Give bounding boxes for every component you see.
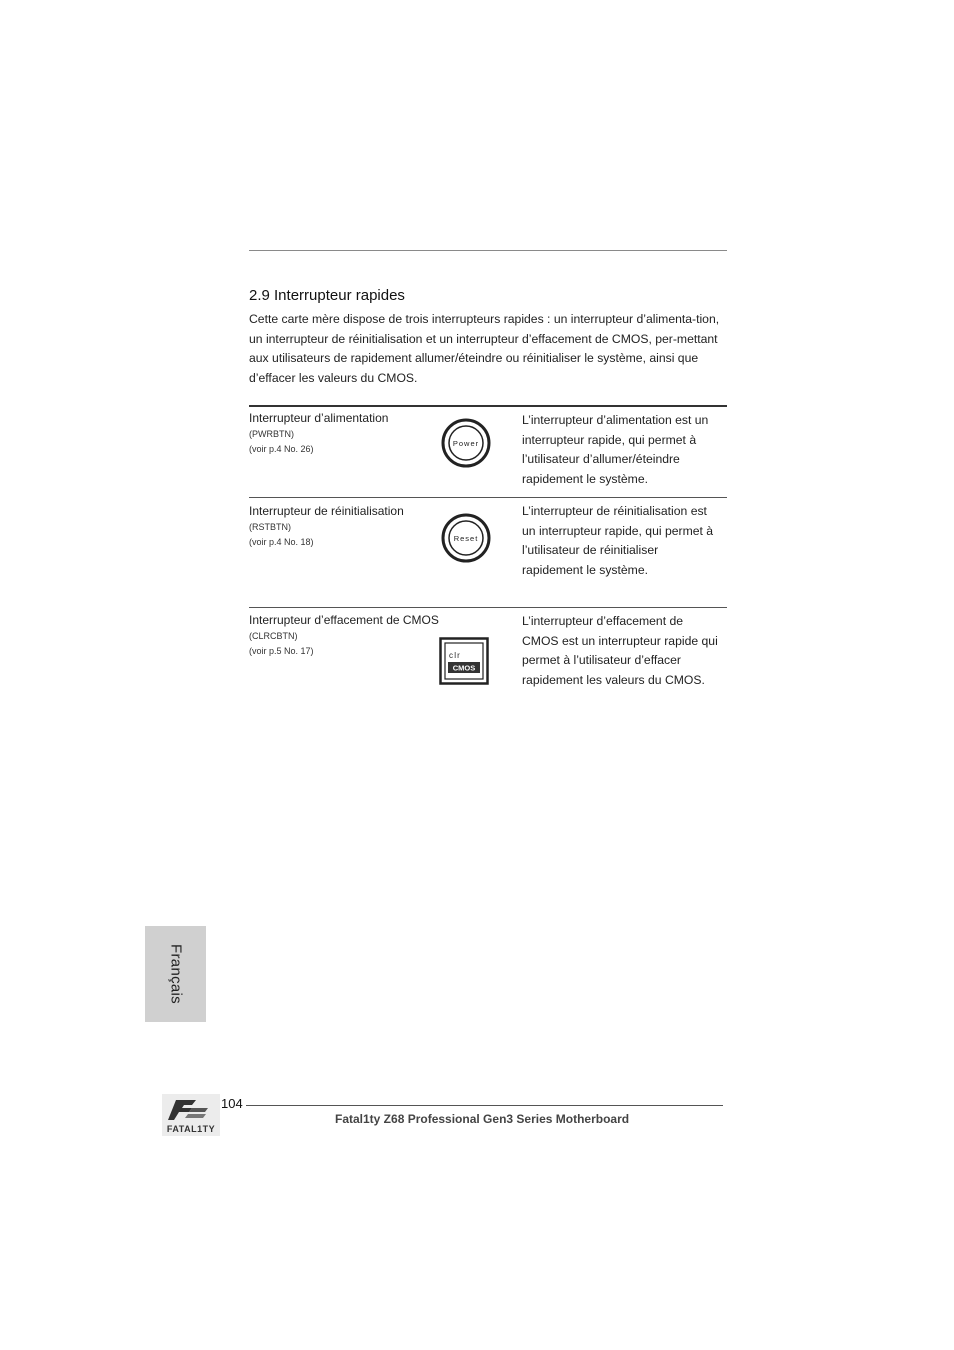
footer-divider: [246, 1105, 723, 1106]
section-title: 2.9 Interrupteur rapides: [249, 287, 405, 304]
switch-code: (RSTBTN): [249, 522, 291, 532]
switch-description: L’interrupteur de réinitialisation est un interrupteur rapide, qui permet à l’utilisateur de réinitialiser rapidement le système.: [522, 504, 714, 577]
section-intro: Cette carte mère dispose de trois interrupteurs rapides : un interrupteur d’alimenta-tion, un interrupteur de réinitialisation et un interrupteur d’effacement de CMOS, per-mettant aux utilisateurs de rapidement allumer/éteindre ou réinitialiser le système, ainsi que d’effacer les valeurs du CMOS.: [249, 312, 720, 385]
switch-ref: (voir p.4 No. 18): [249, 537, 314, 547]
language-side-tab: [145, 926, 206, 1022]
clear-cmos-button-icon: [439, 637, 489, 685]
switch-name: Interrupteur de réinitialisation: [249, 504, 404, 518]
switch-code: (PWRBTN): [249, 429, 294, 439]
switch-row-reset: [249, 498, 727, 608]
switch-code: (CLRCBTN): [249, 631, 298, 641]
switch-table: [249, 405, 727, 698]
cmos-icon-label: CMOS: [452, 663, 476, 673]
clr-icon-label: clr: [449, 651, 462, 660]
reset-icon-label: Reset: [453, 534, 479, 543]
switch-ref: (voir p.5 No. 17): [249, 646, 314, 656]
power-button-icon: [440, 418, 492, 468]
footer-title: Fatal1ty Z68 Professional Gen3 Series Motherboard: [335, 1112, 630, 1126]
power-icon-label: Power: [452, 439, 480, 448]
switch-name: Interrupteur d’alimentation: [249, 411, 389, 425]
switch-description: L’interrupteur d’effacement de CMOS est un interrupteur rapide qui permet à l’utilisateur d’effacer rapidement les valeurs du CMOS.: [522, 614, 718, 687]
top-divider: [249, 250, 727, 251]
switch-name: Interrupteur d’effacement de CMOS: [249, 613, 439, 627]
switch-ref: (voir p.4 No. 26): [249, 444, 314, 454]
switch-row-clrcmos: [249, 608, 727, 698]
language-label: Français: [167, 944, 184, 1004]
switch-row-power: [249, 407, 727, 498]
page-number: 104: [221, 1096, 243, 1111]
switch-description: L’interrupteur d’alimentation est un interrupteur rapide, qui permet à l’utilisateur d’allumer/éteindre rapidement le système.: [522, 413, 709, 486]
fatal1ty-logo: [162, 1094, 220, 1136]
logo-text: FATAL1TY: [166, 1124, 216, 1134]
reset-button-icon: [440, 513, 492, 563]
